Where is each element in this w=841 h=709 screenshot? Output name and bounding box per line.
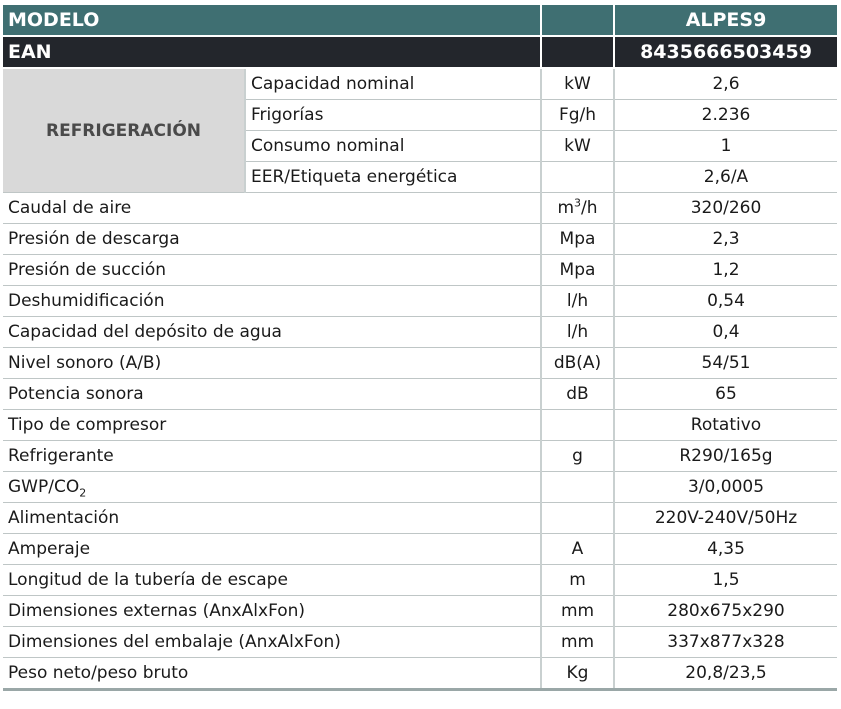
row-unit [541,193,614,224]
row-label: Deshumidificación [3,286,541,317]
table-row [3,627,837,658]
row-value: 337x877x328 [614,627,837,658]
unit-base: m [557,198,575,218]
row-value: 2,6/A [614,162,837,193]
row-value: 1,2 [614,255,837,286]
row-label: Capacidad del depósito de agua [3,317,541,348]
row-value: 4,35 [614,534,837,565]
table-row [3,224,837,255]
table-row [3,472,837,503]
row-label: Refrigerante [3,441,541,472]
model-row [3,5,837,36]
ean-unit-cell [541,36,614,68]
row-value: 2,6 [614,68,837,100]
row-label: Caudal de aire [3,193,541,224]
label-subscript: 2 [79,486,87,500]
row-label: Potencia sonora [3,379,541,410]
row-unit: dB [541,379,614,410]
table-row [3,596,837,627]
row-value: 2,3 [614,224,837,255]
table-row [3,534,837,565]
ean-label: EAN [3,36,541,68]
table-row [3,68,837,100]
table-row [3,348,837,379]
table-row [3,503,837,534]
row-unit: g [541,441,614,472]
model-unit-cell [541,5,614,36]
row-unit: kW [541,131,614,162]
table-row [3,286,837,317]
table-row [3,441,837,472]
row-label: Dimensiones del embalaje (AnxAlxFon) [3,627,541,658]
table-row [3,317,837,348]
unit-suffix: /h [581,198,598,218]
row-value: 0,54 [614,286,837,317]
row-unit: dB(A) [541,348,614,379]
row-unit: Fg/h [541,100,614,131]
label-base: GWP/CO [8,477,80,497]
row-value: 1,5 [614,565,837,596]
row-value: 20,8/23,5 [614,658,837,690]
row-label: Presión de descarga [3,224,541,255]
table-row [3,658,837,690]
table-row [3,565,837,596]
row-label: Longitud de la tubería de escape [3,565,541,596]
refrigeration-group-label: REFRIGERACIÓN [3,68,245,193]
row-label: Tipo de compresor [3,410,541,441]
row-value: 320/260 [614,193,837,224]
unit-superscript: 3 [574,196,582,210]
ean-value: 8435666503459 [614,36,837,68]
row-value: 220V-240V/50Hz [614,503,837,534]
row-unit: mm [541,596,614,627]
row-unit [541,472,614,503]
row-value: 1 [614,131,837,162]
row-label: EER/Etiqueta energética [245,162,541,193]
table-row [3,410,837,441]
ean-row [3,36,837,68]
row-label: Consumo nominal [245,131,541,162]
row-unit: l/h [541,317,614,348]
row-unit [541,410,614,441]
row-unit: Kg [541,658,614,690]
table-row [3,255,837,286]
row-unit: Mpa [541,224,614,255]
row-label: Presión de succión [3,255,541,286]
model-label: MODELO [3,5,541,36]
row-label: Amperaje [3,534,541,565]
row-label: Dimensiones externas (AnxAlxFon) [3,596,541,627]
row-label: Peso neto/peso bruto [3,658,541,690]
row-unit: A [541,534,614,565]
row-value: R290/165g [614,441,837,472]
row-value: 280x675x290 [614,596,837,627]
spec-table [3,5,837,691]
row-unit: l/h [541,286,614,317]
row-unit: mm [541,627,614,658]
table-row [3,379,837,410]
row-label: Alimentación [3,503,541,534]
row-value: Rotativo [614,410,837,441]
row-value: 54/51 [614,348,837,379]
row-label: Nivel sonoro (A/B) [3,348,541,379]
row-value: 3/0,0005 [614,472,837,503]
row-label: Frigorías [245,100,541,131]
row-unit [541,503,614,534]
row-unit [541,162,614,193]
table-row [3,193,837,224]
row-unit: kW [541,68,614,100]
row-value: 2.236 [614,100,837,131]
row-unit: m [541,565,614,596]
row-unit: Mpa [541,255,614,286]
row-value: 0,4 [614,317,837,348]
row-label [3,472,541,503]
model-value: ALPES9 [614,5,837,36]
row-value: 65 [614,379,837,410]
row-label: Capacidad nominal [245,68,541,100]
